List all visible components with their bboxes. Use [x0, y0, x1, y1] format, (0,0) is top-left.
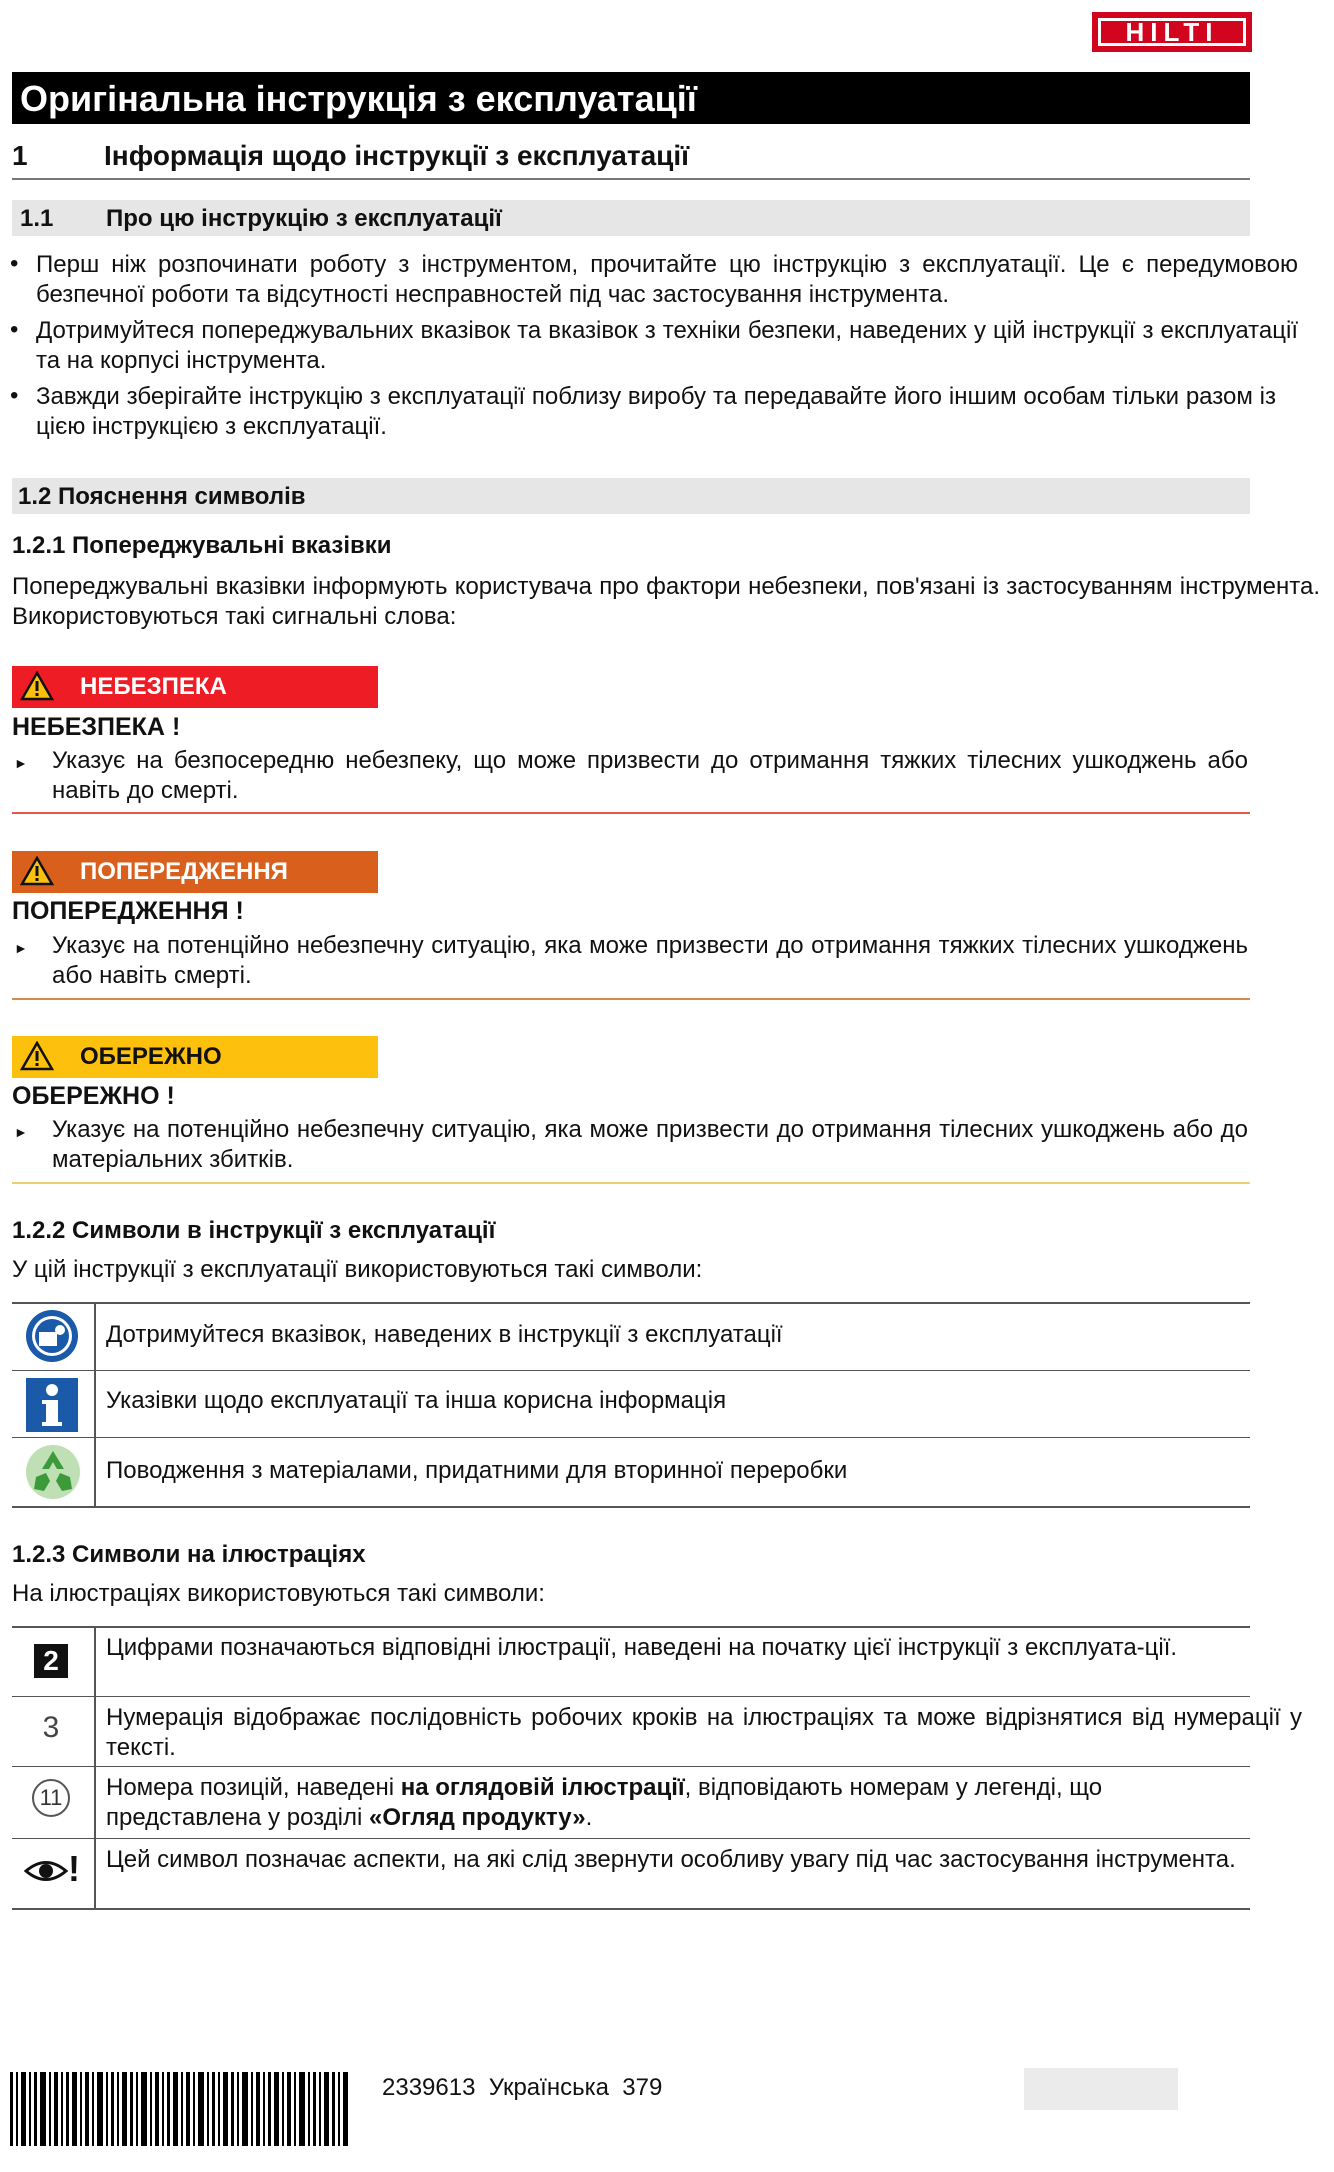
- table-rule: [12, 1626, 1250, 1628]
- caution-word: ОБЕРЕЖНО !: [12, 1082, 175, 1110]
- arrow-icon: ►: [14, 755, 28, 771]
- bullet-dot: •: [10, 316, 19, 343]
- language-label: Українська: [488, 2074, 609, 2101]
- warning-triangle-icon: [20, 1041, 54, 1071]
- step-number-icon: 3: [42, 1711, 60, 1744]
- table-rule: [12, 1506, 1250, 1508]
- brand-logo: [1092, 12, 1252, 52]
- footer-grey-box: [1024, 2068, 1178, 2110]
- section-1-2-3-title: 1.2.3 Символи на ілюстраціях: [12, 1541, 366, 1568]
- danger-banner-label: НЕБЕЗПЕКА: [80, 673, 227, 700]
- danger-rule: [12, 812, 1250, 814]
- bullet-item: Завжди зберігайте інструкцію з експлуатації поблизу виробу та передавайте його іншим особам тільки разом із цією інструкцією з експлуатації.: [36, 383, 1276, 440]
- eye-attention-icon: [24, 1856, 68, 1886]
- section-1-2-title: 1.2 Пояснення символів: [18, 483, 306, 510]
- section-1-number: 1: [12, 140, 28, 171]
- arrow-icon: ►: [14, 1124, 28, 1140]
- danger-text: Указує на безпосередню небезпеку, що може призвести до отримання тяжких тілесних ушкоджень або навіть до смерті.: [52, 747, 1248, 804]
- symbol-row-text: Дотримуйтеся вказівок, наведених в інструкції з експлуатації: [106, 1321, 783, 1348]
- section-1-title: Інформація щодо інструкції з експлуатації: [104, 140, 690, 171]
- bullet-item: Дотримуйтеся попереджувальних вказівок та вказівок з техніки безпеки, наведених у цій інструкції з експлуатації та на корпусі інструмента.: [36, 317, 1298, 374]
- manual-read-icon: [24, 1308, 80, 1364]
- table-rule: [12, 1302, 1250, 1304]
- table-rule: [12, 1766, 1250, 1767]
- illustration-row-text: Цей символ позначає аспекти, на які слід звернути особливу увагу під час застосування інструмента.: [106, 1846, 1236, 1873]
- attention-mark: !: [68, 1848, 80, 1889]
- table-column-divider: [94, 1626, 96, 1910]
- warning-triangle-icon: [20, 671, 54, 701]
- warning-text: Указує на потенційно небезпечну ситуацію, яка може призвести до отримання тяжких тілесних ушкоджень або навіть смерті.: [52, 932, 1248, 989]
- warning-triangle-icon: [20, 856, 54, 886]
- illustration-row-text: Цифрами позначаються відповідні ілюстрації, наведені на початку цієї інструкції з експлуата-ції.: [106, 1634, 1178, 1661]
- arrow-icon: ►: [14, 940, 28, 956]
- table-column-divider: [94, 1302, 96, 1508]
- figure-number-icon: 2: [34, 1644, 68, 1678]
- section-1-1-title: Про цю інструкцію з експлуатації: [106, 205, 502, 232]
- danger-word: НЕБЕЗПЕКА !: [12, 713, 181, 741]
- document-title: Оригінальна інструкція з експлуатації: [20, 78, 697, 119]
- brand-logo-text: HILTI: [1098, 18, 1246, 46]
- section-1-2-2-intro: У цій інструкції з експлуатації використовуються такі символи:: [12, 1256, 703, 1283]
- danger-banner: [12, 666, 378, 708]
- document-title-bar: [12, 72, 1250, 124]
- warning-banner-label: ПОПЕРЕДЖЕННЯ: [80, 858, 288, 885]
- section-1-2-1-title: 1.2.1 Попереджувальні вказівки: [12, 532, 392, 559]
- table-rule: [12, 1437, 1250, 1438]
- section-1-2-2-title: 1.2.2 Символи в інструкції з експлуатації: [12, 1217, 496, 1244]
- recycle-icon: [24, 1443, 82, 1501]
- warning-word: ПОПЕРЕДЖЕННЯ !: [12, 897, 244, 925]
- section-1-2-3-intro: На ілюстраціях використовуються такі символи:: [12, 1580, 545, 1607]
- caution-banner: [12, 1036, 378, 1078]
- section-1-2-1-intro: Попереджувальні вказівки інформують користувача про фактори небезпеки, пов'язані із застосуванням інструмента. Використовуються такі сигнальні слова:: [12, 573, 1320, 630]
- warning-rule: [12, 998, 1250, 1000]
- caution-banner-label: ОБЕРЕЖНО: [80, 1043, 222, 1070]
- symbol-row-text: Поводження з матеріалами, придатними для вторинної переробки: [106, 1457, 848, 1484]
- info-icon: [26, 1378, 78, 1432]
- warning-banner: [12, 851, 378, 893]
- document-number: 2339613: [382, 2074, 476, 2101]
- bullet-item: Перш ніж розпочинати роботу з інструментом, прочитайте цю інструкцію з експлуатації. Це є передумовою безпечної роботи та відсутності несправностей під час застосування інструмента.: [36, 251, 1298, 308]
- table-rule: [12, 1370, 1250, 1371]
- symbol-row-text: Указівки щодо експлуатації та інша корисна інформація: [106, 1387, 727, 1414]
- section-1-rule: [12, 178, 1250, 180]
- item-number-icon: 11: [32, 1779, 70, 1817]
- bullet-dot: •: [10, 250, 19, 277]
- caution-rule: [12, 1182, 1250, 1184]
- section-1-1-number: 1.1: [20, 205, 54, 232]
- table-rule: [12, 1908, 1250, 1910]
- illustration-row-text: Номера позицій, наведені на оглядовій ілюстрації, відповідають номерам у легенді, що представлена у розділі «Огляд продукту».: [106, 1774, 1103, 1831]
- caution-text: Указує на потенційно небезпечну ситуацію, яка може призвести до отримання тілесних ушкоджень або до матеріальних збитків.: [52, 1116, 1248, 1173]
- page-number: 379: [622, 2074, 663, 2101]
- table-rule: [12, 1838, 1250, 1839]
- barcode-image: [10, 2072, 350, 2146]
- bullet-dot: •: [10, 382, 19, 409]
- page-footer: [382, 2074, 662, 2102]
- illustration-row-text: Нумерація відображає послідовність робочих кроків на ілюстраціях та може відрізнятися від нумерації у тексті.: [106, 1704, 1302, 1761]
- table-rule: [12, 1696, 1250, 1697]
